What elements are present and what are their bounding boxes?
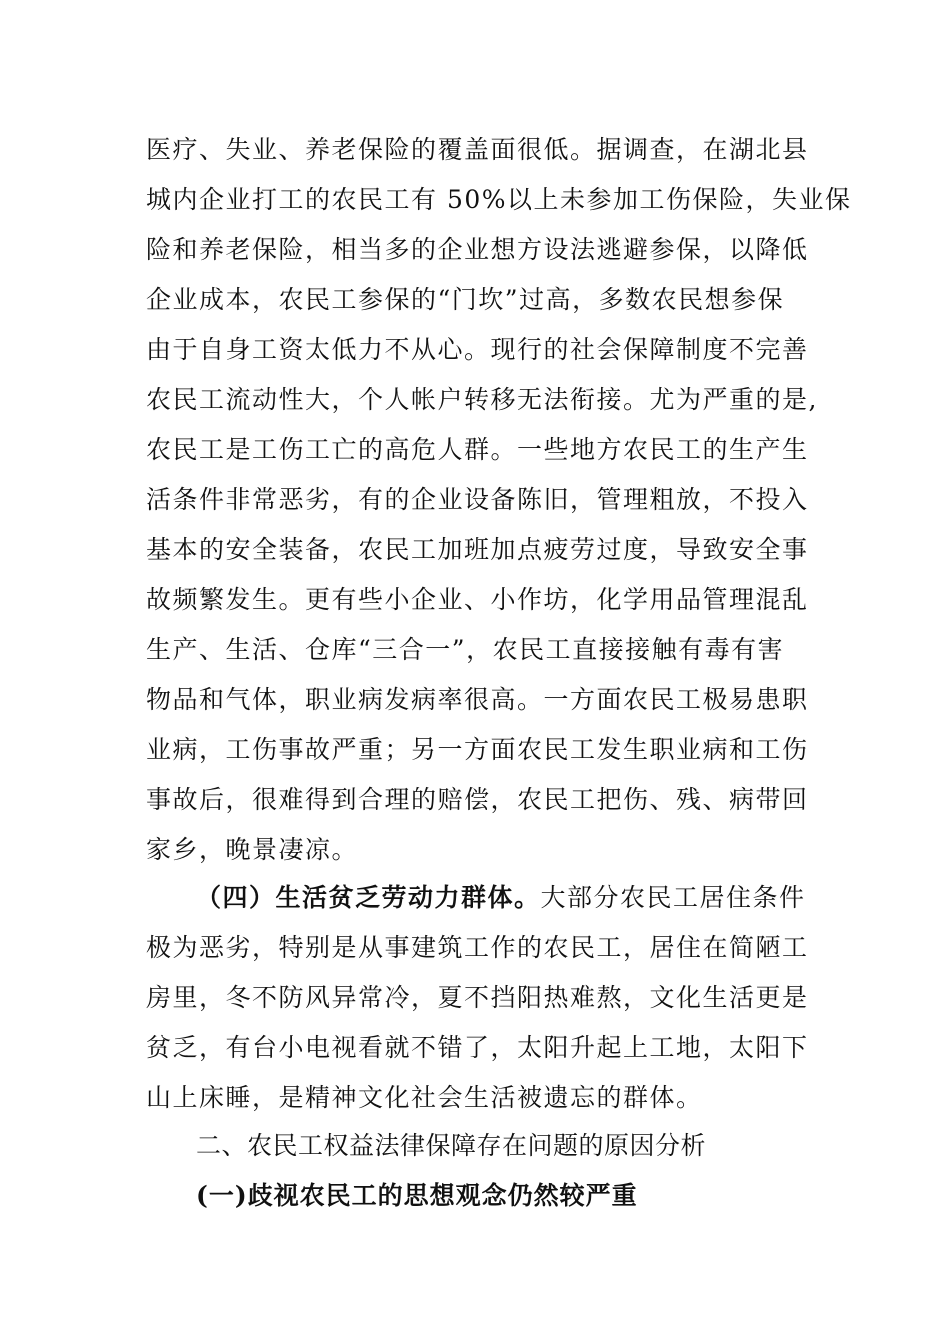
text-line: 家乡，晚景凄凉。 [146, 835, 359, 864]
text-line: 贫乏，有台小电视看就不错了，太阳升起上工地，太阳下 [146, 1033, 809, 1062]
text-line: 山上床睡，是精神文化社会生活被遗忘的群体。 [146, 1083, 703, 1112]
text-line: 物品和气体，职业病发病率很高。一方面农民工极易患职 [146, 685, 809, 714]
section-heading: 二、农民工权益法律保障存在问题的原因分析 [196, 1131, 707, 1160]
text-line: 活条件非常恶劣，有的企业设备陈旧，管理粗放，不投入 [146, 485, 809, 514]
text-line: 医疗、失业、养老保险的覆盖面很低。据调查，在湖北县 [146, 135, 809, 164]
paragraph-first-line [196, 881, 846, 915]
text-line: 险和养老保险，相当多的企业想方设法逃避参保，以降低 [146, 235, 809, 264]
text-line: 生产、生活、仓库“三合一”，农民工直接接触有毒有害 [146, 635, 785, 664]
text-line: 基本的安全装备，农民工加班加点疲劳过度，导致安全事 [146, 535, 809, 564]
text-line: 城内企业打工的农民工有 50%以上未参加工伤保险，失业保 [146, 185, 852, 214]
text-line: 由于自身工资太低力不从心。现行的社会保障制度不完善 [146, 335, 809, 364]
text-line: 房里，冬不防风异常冷，夏不挡阳热难熬，文化生活更是 [146, 983, 809, 1012]
subsection-heading: (一)歧视农民工的思想观念仍然较严重 [196, 1181, 638, 1210]
text-line: 业病，工伤事故严重；另一方面农民工发生职业病和工伤 [146, 735, 809, 764]
paragraph-lead-rest: 大部分农民工居住条件 [540, 883, 806, 912]
paragraph-lead-bold: （四）生活贫乏劳动力群体。 [196, 883, 541, 912]
text-line: 极为恶劣，特别是从事建筑工作的农民工，居住在简陋工 [146, 933, 809, 962]
text-line: 农民工是工伤工亡的高危人群。一些地方农民工的生产生 [146, 435, 809, 464]
text-line: 故频繁发生。更有些小企业、小作坊，化学用品管理混乱 [146, 585, 809, 614]
text-line: 企业成本，农民工参保的“门坎”过高，多数农民想参保 [146, 285, 785, 314]
text-line: 农民工流动性大，个人帐户转移无法衔接。尤为严重的是, [146, 385, 818, 414]
text-line: 事故后，很难得到合理的赔偿，农民工把伤、残、病带回 [146, 785, 809, 814]
